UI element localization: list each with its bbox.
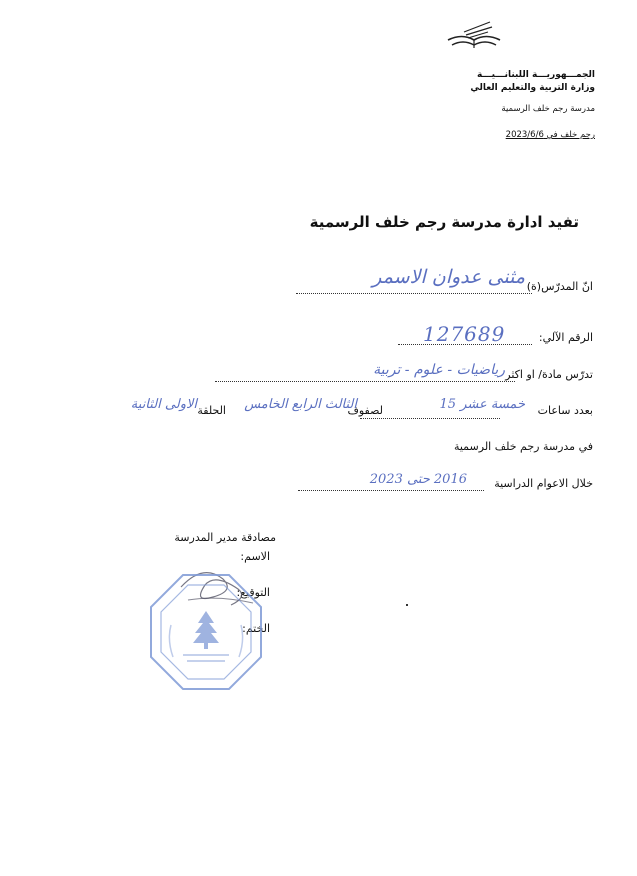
approval-title: مصادقة مدير المدرسة <box>174 531 276 544</box>
date-line: رجم خلف في 2023/6/6 <box>505 130 595 140</box>
id-label: الرقم الآلي: <box>538 331 593 344</box>
stray-mark <box>406 604 408 606</box>
school-line: في مدرسة رجم خلف الرسمية <box>453 440 593 453</box>
stamp-label: الختم: <box>242 622 270 635</box>
years-handwritten: 2016 حتى 2023 <box>369 472 467 487</box>
ministry-heading: وزارة التربية والتعليم العالي <box>470 83 595 93</box>
teacher-name-handwritten: مثنى عدوان الاسمر <box>372 266 525 288</box>
cycle-label: الحلقة <box>197 404 226 417</box>
subject-dotted-line <box>215 381 515 382</box>
subject-label: تدرّس مادة/ او اكثر <box>505 368 593 381</box>
teacher-label: انّ المدرّس(ة) <box>526 280 593 293</box>
years-dotted-line <box>298 490 484 491</box>
subject-handwritten: رياضيات - علوم - تربية <box>373 362 505 378</box>
republic-heading: الجمـــهوريـــة اللبنانـــيـــة <box>476 70 595 80</box>
signature-label: التوقيع: <box>236 586 270 599</box>
id-handwritten: 127689 <box>423 322 506 346</box>
document-title: تفيد ادارة مدرسة رجم خلف الرسمية <box>309 213 579 231</box>
cycle-handwritten: الاولى الثانية <box>130 397 197 412</box>
years-label: خلال الاعوام الدراسية <box>494 477 593 490</box>
school-heading: مدرسة رجم خلف الرسمية <box>501 104 595 114</box>
hours-label: بعدد ساعات <box>537 404 593 417</box>
grades-handwritten: الثالث الرابع الخامس <box>244 397 357 412</box>
teacher-dotted-line <box>296 293 532 294</box>
ministry-logo-icon <box>444 18 504 52</box>
hours-handwritten: خمسة عشر 15 <box>439 397 525 412</box>
grades-dotted-line <box>360 418 500 419</box>
official-stamp <box>143 545 268 695</box>
name-label: الاسم: <box>240 550 270 563</box>
grades-label: لصفوف <box>347 404 383 417</box>
